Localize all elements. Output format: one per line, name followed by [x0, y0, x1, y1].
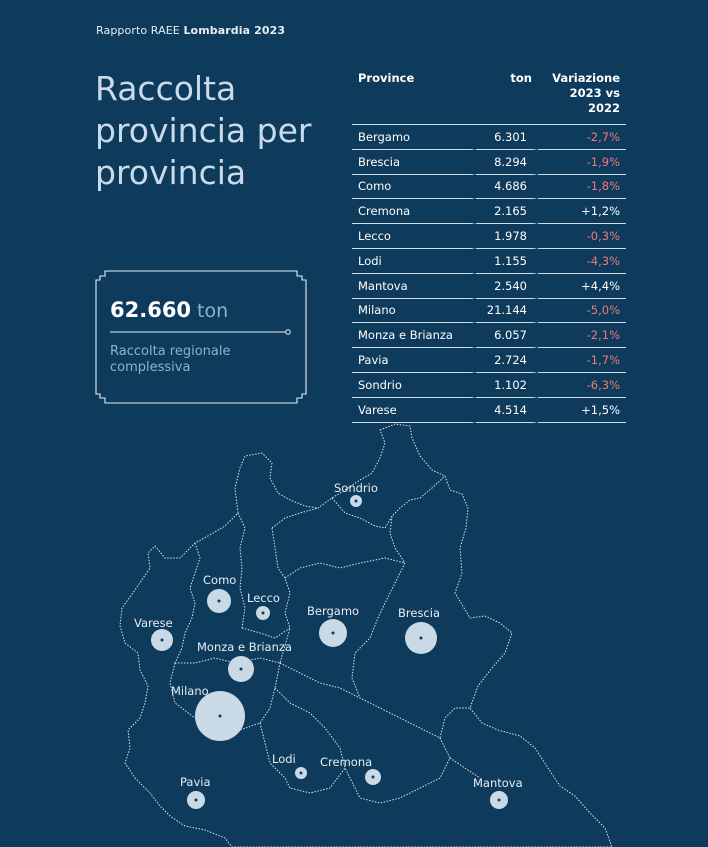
cell-change: -4,3%: [538, 249, 626, 274]
border-mantova: [440, 708, 480, 778]
table-row: [352, 125, 626, 150]
border-lodi: [275, 688, 345, 793]
table-row: [352, 224, 626, 249]
cell-change: -1,7%: [538, 348, 626, 373]
table-row: [352, 348, 626, 373]
cell-ton: 8.294: [476, 150, 538, 175]
cell-province: Varese: [352, 398, 476, 423]
map-label-milano: Milano: [171, 684, 209, 698]
regional-total-value: 62.660: [110, 298, 192, 322]
map-label-cremona: Cremona: [320, 755, 373, 769]
cell-province: Cremona: [352, 199, 476, 224]
table-row: [352, 274, 626, 299]
cell-ton: 1.155: [476, 249, 538, 274]
map-label-sondrio: Sondrio: [334, 481, 378, 495]
decorative-frame: [95, 270, 307, 404]
cell-ton: 4.686: [476, 175, 538, 200]
border-cremona: [280, 663, 450, 803]
map-label-pavia: Pavia: [180, 775, 211, 789]
table-row: [352, 323, 626, 348]
cell-change: -1,9%: [538, 150, 626, 175]
regional-total-unit: ton: [197, 300, 229, 322]
cell-change: +4,4%: [538, 274, 626, 299]
cell-ton: 1.978: [476, 224, 538, 249]
cell-province: Lecco: [352, 224, 476, 249]
cell-province: Pavia: [352, 348, 476, 373]
table-row: [352, 249, 626, 274]
cell-ton: 4.514: [476, 398, 538, 423]
table-row: [352, 175, 626, 200]
cell-ton: 6.057: [476, 323, 538, 348]
cell-change: -5,0%: [538, 299, 626, 324]
cell-ton: 6.301: [476, 125, 538, 150]
regional-total: [110, 298, 228, 322]
cell-ton: 1.102: [476, 373, 538, 398]
map-label-lodi: Lodi: [272, 752, 296, 766]
header-change: Variazione 2023 vs 2022: [538, 69, 626, 125]
table-row: [352, 150, 626, 175]
map-label-bergamo: Bergamo: [307, 604, 360, 618]
regional-total-label: Raccolta regionale complessiva: [110, 344, 231, 375]
report-header: [96, 24, 285, 37]
table-header-row: [352, 69, 626, 125]
header-ton: ton: [476, 69, 538, 125]
border-como-lecco: [238, 513, 245, 628]
cell-province: Mantova: [352, 274, 476, 299]
cell-province: Milano: [352, 299, 476, 324]
cell-ton: 2.724: [476, 348, 538, 373]
map-label-monza: Monza e Brianza: [197, 640, 292, 654]
cell-change: -2,1%: [538, 323, 626, 348]
cell-ton: 2.165: [476, 199, 538, 224]
cell-change: -1,8%: [538, 175, 626, 200]
cell-province: Lodi: [352, 249, 476, 274]
cell-province: Monza e Brianza: [352, 323, 476, 348]
cell-province: Bergamo: [352, 125, 476, 150]
border-bergamo-north: [285, 558, 405, 578]
table-row: [352, 199, 626, 224]
province-table: [352, 69, 626, 423]
cell-change: -2,7%: [538, 125, 626, 150]
cell-province: Sondrio: [352, 373, 476, 398]
border-lecco-bergamo: [272, 528, 290, 628]
cell-ton: 2.540: [476, 274, 538, 299]
cell-change: -6,3%: [538, 373, 626, 398]
cell-province: Como: [352, 175, 476, 200]
cell-province: Brescia: [352, 150, 476, 175]
cell-change: +1,2%: [538, 199, 626, 224]
header-prefix: Rapporto RAEE: [96, 24, 180, 37]
regional-total-box: [95, 270, 307, 404]
cell-change: -0,3%: [538, 224, 626, 249]
table-row: [352, 299, 626, 324]
cell-change: +1,5%: [538, 398, 626, 423]
table-row: [352, 373, 626, 398]
map-label-lecco: Lecco: [247, 591, 280, 605]
map-label-brescia: Brescia: [398, 606, 440, 620]
map-label-mantova: Mantova: [473, 776, 523, 790]
page-title: Raccolta provincia per provincia: [95, 69, 312, 192]
map-label-como: Como: [203, 573, 237, 587]
map-label-varese: Varese: [134, 616, 173, 630]
cell-ton: 21.144: [476, 299, 538, 324]
header-province: Province: [352, 69, 476, 125]
border-lecco-como-mid: [242, 628, 290, 638]
header-region: Lombardia 2023: [183, 24, 286, 37]
